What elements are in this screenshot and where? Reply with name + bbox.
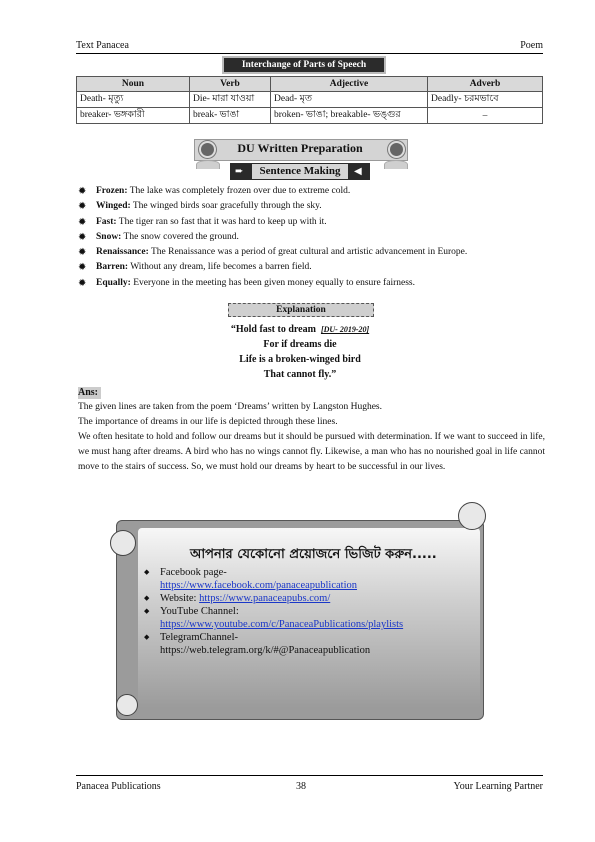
telegram-link: https://web.telegram.org/k/#@Panaceapublication — [160, 645, 371, 656]
interchange-table — [76, 76, 543, 124]
list-item — [144, 566, 403, 592]
list-item — [78, 230, 548, 245]
sentence-text: The winged birds soar gracefully through the sky. — [130, 201, 322, 212]
sentence-word: Barren: — [96, 262, 129, 273]
table-cell: breaker- ভঙ্গকারী — [77, 108, 190, 124]
left-arc-decoration — [196, 160, 220, 169]
sentence-list — [78, 184, 548, 291]
list-item — [78, 276, 548, 291]
header-left: Text Panacea — [76, 40, 129, 51]
list-item — [144, 631, 403, 657]
table-row — [77, 92, 543, 108]
scroll-left-curl — [110, 530, 136, 556]
answer-line-2: The importance of dreams in our life is depicted through these lines. — [78, 417, 338, 427]
youtube-link[interactable]: https://www.youtube.com/c/PanaceaPublications/playlists — [160, 619, 404, 630]
footer-left: Panacea Publications — [76, 781, 161, 792]
page-number: 38 — [296, 781, 306, 792]
facebook-link[interactable]: https://www.facebook.com/panaceapublication — [160, 580, 358, 591]
promo-title: আপনার যেকোনো প্রয়োজনে ভিজিট করুন..... — [190, 547, 437, 562]
sentence-text: The tiger ran so fast that it was hard to keep up with it. — [116, 216, 327, 227]
header-right: Poem — [520, 40, 543, 51]
sentence-word: Renaissance: — [96, 247, 149, 258]
website-label: Website: — [160, 593, 200, 604]
sentence-making-title: Sentence Making — [252, 164, 348, 179]
answer-label: Ans: — [78, 387, 101, 399]
column-header-noun: Noun — [77, 77, 190, 92]
website-link[interactable]: https://www.panaceapubs.com/ — [199, 593, 331, 604]
youtube-label: ◆ YouTube Channel: — [160, 606, 239, 617]
right-arc-decoration — [384, 160, 408, 169]
list-item — [144, 592, 403, 605]
sentence-word: Frozen: — [96, 186, 128, 196]
list-item — [78, 245, 548, 260]
poem-text: “Hold fast to dream — [230, 324, 316, 335]
column-header-verb: Verb — [190, 77, 271, 92]
sentence-text: Without any dream, life becomes a barren field. — [128, 262, 312, 273]
table-cell: break- ভাঙা — [190, 108, 271, 124]
sentence-word: Equally: — [96, 277, 131, 288]
poem-line-1 — [180, 324, 420, 335]
table-cell: – — [428, 108, 543, 124]
sentence-word: Snow: — [96, 231, 122, 242]
telegram-label: ◆ TelegramChannel- — [160, 632, 238, 643]
scroll-top-curl — [458, 502, 486, 530]
left-knob-icon — [199, 141, 216, 158]
arrow-right-icon: ➨ — [235, 166, 244, 177]
list-item — [78, 184, 548, 199]
facebook-label: ◆ Facebook page- — [160, 567, 227, 578]
arrow-left-icon: ◀ — [354, 166, 362, 177]
table-cell: Dead- মৃত — [271, 92, 428, 108]
table-cell: Die- মারা যাওয়া — [190, 92, 271, 108]
list-item — [78, 260, 548, 275]
scroll-bottom-curl — [116, 694, 138, 716]
table-header-row — [77, 77, 543, 92]
answer-line-1: The given lines are taken from the poem ‘Dreams’ written by Langston Hughes. — [78, 402, 382, 412]
answer-paragraph: We often hesitate to hold and follow our dreams but it should be pursued with determination. If we want to succeed in life, we must hang after dreams. A bird who has no wings cannot fly. Likewise, a man who has no nourished goal in life cannot move to the stairs of success. So, we must hold our dreams by heart to be successful in our lives. — [78, 432, 545, 472]
interchange-title: Interchange of Parts of Speech — [222, 56, 386, 74]
sentence-text: The snow covered the ground. — [121, 231, 239, 242]
explanation-title: Explanation — [228, 303, 374, 317]
table-cell: broken- ভাঙা; breakable- ভঙ্গুর — [271, 108, 428, 124]
column-header-adverb: Adverb — [428, 77, 543, 92]
footer-right: Your Learning Partner — [453, 781, 543, 792]
sentence-word: Winged: — [96, 201, 131, 212]
footer-divider — [76, 775, 543, 776]
du-section-title: DU Written Preparation — [237, 141, 363, 155]
sentence-text: The lake was completely frozen over due to extreme cold. — [127, 186, 351, 196]
column-header-adjective: Adjective — [271, 77, 428, 92]
poem-line-2: For if dreams die — [263, 339, 337, 350]
right-knob-icon — [388, 141, 405, 158]
promo-list — [144, 566, 403, 657]
sentence-word: Fast: — [96, 216, 117, 227]
list-item — [78, 215, 548, 230]
list-item — [144, 605, 403, 631]
header-divider — [76, 53, 543, 54]
table-cell: Deadly- চরমভাবে — [428, 92, 543, 108]
sentence-text: Everyone in the meeting has been given money equally to ensure fairness. — [130, 277, 415, 288]
table-row — [77, 108, 543, 124]
table-cell: Death- মৃত্যু — [77, 92, 190, 108]
sentence-text: The Renaissance was a period of great cultural and artistic advancement in Europe. — [148, 247, 468, 258]
poem-line-3: Life is a broken-winged bird — [239, 354, 361, 365]
list-item — [78, 199, 548, 214]
poem-line-4: That cannot fly.” — [263, 369, 337, 380]
du-year-tag: [DU- 2019-20] — [320, 325, 370, 334]
